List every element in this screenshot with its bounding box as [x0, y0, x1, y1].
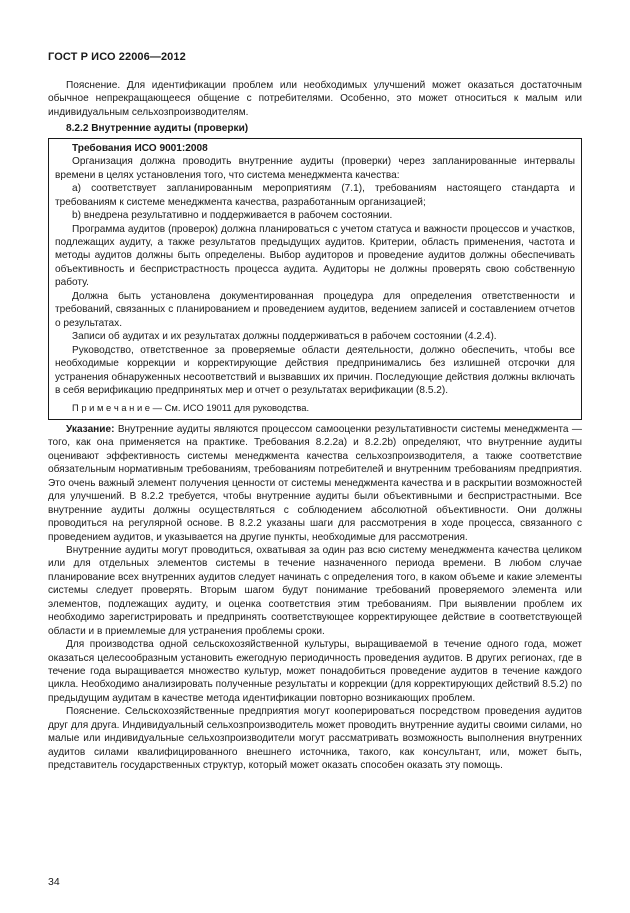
requirement-paragraph: Руководство, ответственное за проверяемые области деятельности, должно обеспечить, чтобы все необходимые коррекции и корректирующие действия предпринимались без излишней отсрочки для устранения обнаруженных несоответствий и вызвавших их причин. Последующие действия должны включать в себя верификацию предпринятых мер и отчет о результатах верификации (8.5.2). — [55, 344, 575, 396]
page-number: 34 — [48, 876, 60, 888]
requirement-paragraph: b) внедрена результативно и поддерживается в рабочем состоянии. — [72, 210, 393, 222]
box-note — [55, 401, 575, 414]
body-paragraph: Пояснение. Сельскохозяйственные предприятия могут кооперироваться посредством проведения аудитов друг для друга. Индивидуальный сельхозпроизводитель может проводить внутренние аудиты своими силами, но малые или индивидуальные сельхозпроизводители могут рассматривать возможность выполнения внутренних аудитов силами квалифицированного внешнего источника, такого, как консультант, или, может быть, представитель государственных структур, который может оказать способен оказать эту помощь. — [48, 706, 582, 772]
page-content — [48, 79, 582, 773]
intro-note: Пояснение. Для идентификации проблем или необходимых улучшений может оказаться достаточным обычное непрекращающееся общение с потребителями. Особенно, это может относиться к малым или индивидуальным сельхозпроизводителям. — [48, 80, 582, 118]
note-text: — См. ИСО 19011 для руководства. — [150, 402, 310, 414]
requirements-box — [48, 138, 582, 420]
requirement-paragraph: Записи об аудитах и их результатах должны поддерживаться в рабочем состоянии (4.2.4). — [72, 331, 497, 343]
section-title: 8.2.2 Внутренние аудиты (проверки) — [66, 123, 249, 135]
guidance-paragraph — [48, 423, 582, 544]
guidance-label: Указание: — [66, 423, 115, 435]
body-paragraph: Для производства одной сельскохозяйственной культуры, выращиваемой в течение одного года, может оказаться целесообразным установить ежегодную периодичность проведения аудитов. В других регионах, где в течение года выращивается множество культур, может понадобиться проведение аудитов в течение каждого цикла. Необходимо анализировать полученные результаты и коррекции (для корректирующих действий 8.5.2) по предыдущим аудитам в качестве метода идентификации повторно возникающих проблем. — [48, 639, 582, 704]
requirements-title: Требования ИСО 9001:2008 — [72, 142, 208, 154]
guidance-text: Внутренние аудиты являются процессом самооценки результативности системы менеджмента — того, как она применяется на практике. Требования 8.2.2a) и 8.2.2b) определяют, что внутренние аудиты оценивают эффективность системы менеджмента качества сельхозпроизводителя, а также соответствие обязательным нормативным требованиям, требованиям потребителей и внутренним требованиям предприятия. Это очень важный элемент получения ценности от системы менеджмента качества и в раскрытии возможностей для улучшений. В 8.2.2 требуется, чтобы внутренние аудиты были объективными и беспристрастными. Все внутренние аудиты должны осуществляться с соблюдением абсолютной объективности. Они должны проводиться на регулярной основе. В 8.2.2 указаны шаги для рассмотрения в ходе процесса, связанного с проведением аудитов, и указывается на другие пункты, необходимые для рассмотрения. — [48, 423, 582, 543]
requirement-paragraph: Программа аудитов (проверок) должна планироваться с учетом статуса и важности процессов и участков, подлежащих аудиту, а также результатов предыдущих аудитов. Критерии, область применения, частота и методы аудитов должны быть определены. Выбор аудиторов и проведение аудитов должны обеспечивать объективность и беспристрастность процесса аудита. Аудиторы не должны проверять свою собственную работу. — [55, 223, 575, 289]
requirement-paragraph: a) соответствует запланированным мероприятиям (7.1), требованиям настоящего стандарта и требованиям к системе менеджмента качества, разработанным организацией; — [55, 183, 575, 208]
body-paragraph: Внутренние аудиты могут проводиться, охватывая за один раз всю систему менеджмента качества целиком или для отдельных элементов системы в течение назначенного периода времени. В любом случае планирование всех внутренних аудитов следует начинать с определения того, в каком объеме и какие элементы системы следует проверять. Вторым шагом будут понимание требований проверяемого элемента или элементов, подлежащих аудиту, и оценка соответствия этим требованиям. При выявлении проблем их необходимо зарегистрировать и предпринять соответствующее корректирующее действие в соответствующей области и в приемлемые для устранения проблемы сроки. — [48, 544, 582, 637]
document-header: ГОСТ Р ИСО 22006—2012 — [48, 51, 186, 63]
requirement-paragraph: Должна быть установлена документированная процедура для определения ответственности и требований, связанных с планированием и проведением аудитов, ведением записей и составлением отчетов о результатах. — [55, 290, 575, 329]
requirement-paragraph: Организация должна проводить внутренние аудиты (проверки) через запланированные интервалы времени в целях установления того, что система менеджмента качества: — [55, 156, 575, 181]
note-label: П р и м е ч а н и е — [72, 402, 151, 414]
